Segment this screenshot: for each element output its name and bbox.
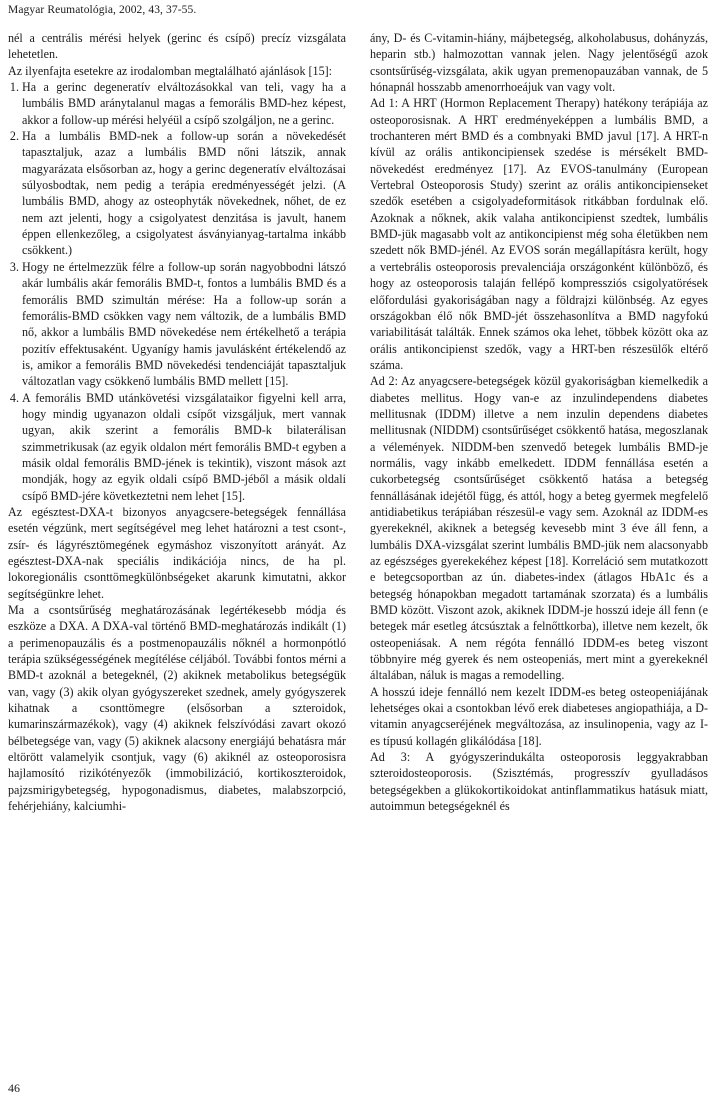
paragraph: Az ilyenfajta esetekre az irodalomban megtalálható ajánlások [15]: (8, 63, 333, 78)
page-number: 46 (8, 1081, 20, 1095)
list-item: 1. Ha a gerinc degeneratív elváltozásokkal van teli, vagy ha a lumbális BMD aránytalanul magas a femorális BMD-hez képest, akkor a follow-up mérési helyéül a csípő szolgáljon, ne a gerinc. (22, 79, 346, 128)
paragraph: A hosszú ideje fennálló nem kezelt IDDM-es beteg osteopeniájának lehetséges okai a csontokban lévő erek diabeteses angiopathiája, a D-vitamin anyagcseréjének megváltozása, az insulinopenia, vagy az I-es típusú kollagén glikálódása [18]. (370, 684, 708, 748)
list-item: 4. A femorális BMD utánkövetési vizsgálataikor figyelni kell arra, hogy mindig ugyanazon oldali csípőt vizsgáljuk, mert vannak ugyan, akik szerint a femorális BMD-k bilaterálisan szimmetrikusak (az egyik oldalon mért femorális BMD-t egyben a másik oldal femorális BMD-jének is tekintik), viszont mások azt mondják, hogy az egyik oldali csípő BMD-jéből a másik oldali csípő BMD-jére következtetni nem lehet [15]. (22, 390, 346, 504)
paragraph: Ad 1: A HRT (Hormon Replacement Therapy) hatékony terápiája az osteoporosisnak. A HRT eredményeképpen a lumbális BMD, a trochanteren mért BMD és a combnyaki BMD javul [17]. A HRT-n kívül az orális antikoncipiensek szedése is mérsékelt BMD-növekedést eredményez [17]. Az EVOS-tanulmány (European Vertebral Osteoporosis Study) szerint az orális antikoncipienseket szedők esetében a csigolyadeformitások ritkábban fordulnak elő. Azoknak a nőknek, akik valaha antikoncipienst szedtek, lumbális BMD-jük magasabb volt az antikoncipienst még soha életükben nem szedett nők BMD-jénél. Az EVOS során megállapításra került, hogy a vertebrális osteoporosis prevalenciája országonként különböző, és hogy az osteoporosis talaján fellépő kompressziós csigolyatörések előfordulási gyakoriságában nagy a földrajzi különbség. Az egyes országokban élő nők BMD-jét összehasonlítva a BMD nagyfokú variabilitását találták. Ennek számos oka lehet, többek között oka az orális antikoncipienst szedők, vagy a HRT-ben részesülők eltérő száma. (370, 96, 708, 372)
paragraph: Az egésztest-DXA-t bizonyos anyagcsere-betegségek fennállása esetén végzünk, mert segítségével meg lehet határozni a test csont-, zsír- és lágyrésztömegének egymáshoz viszonyított arányát. Az egésztest-DXA-nak speciális indikációja nincs, de ha pl. lokoregionális csonttömegkülönbségeket akarunk kimutatni, akkor segítségünkre lehet. (8, 504, 346, 601)
right-column (370, 30, 708, 815)
left-column (8, 30, 346, 815)
paragraph: Ad 3: A gyógyszerindukálta osteoporosis leggyakrabban szteroidosteoporosis. (Szisztémás, progresszív gyulladásos betegségekben a glükokortikoidokat antinflammatikus hatásuk miatt, autoimmun betegségeknél és (370, 750, 708, 814)
paragraph: Ad 2: Az anyagcsere-betegségek közül gyakoriságban kiemelkedik a diabetes mellitus. Hogy van-e az inzulindependens diabetes mellitusnak (IDDM) illetve a nem inzulin dependens diabetes mellitusnak (NIDDM) csontsűrűséget csökkentő hatása, megoszlanak a vélemények. NIDDM-ben szenvedő betegek lumbális BMD-je normális, vagy inkább emelkedett. IDDM fennállása esetén a cukorbetegség csontsűrűséget csökkentő hatása a betegség fennállásának idejétől függ, és attól, hogy a beteg gyermek megfelelő antidiabetikus terápiában részesül-e vagy sem. Azoknál az IDDM-es gyerekeknél, akiknek a betegség kevesebb mint 3 éve áll fenn, a lumbális DXA-vizsgálat szerint lumbális BMD-jük nem alacsonyabb az egészséges gyerekekéhez képest [18]. Korreláció sem mutatkozott e betegcsoportban az ún. diabetes-index (átlagos HbA1c és a betegség hónapokban megadott tartamának szorzata) és a lumbális BMD között. Viszont azok, akiknek IDDM-je hosszú ideje áll fenn (e betegek már esetleg átcsúsztak a felnőttkorba), illetve nem kezelt, ők osteopeniásak. A nem régóta fennálló IDDM-es beteg viszont többnyire még gyerek és nem osteopeniás, mert mint a gyerekeknél általában, náluk is magas a remodelling. (370, 374, 708, 683)
recommendation-list (8, 79, 346, 504)
list-item: 3. Hogy ne értelmezzük félre a follow-up során nagyobbodni látszó akár lumbális akár femorális BMD-t, fontos a lumbális BMD és a femorális BMD szimultán mérése: Ha a follow-up során a femorális-BMD csökken vagy nem változik, de a lumbális BMD nő, akkor a lumbális BMD növekedése nem értékelhető a terápia pozitív effektusaként. Ugyanígy hamis javulásként értékelendő az is, amikor a femorális BMD növekedési tendenciáját tapasztaljuk változatlan vagy csökkenő lumbális BMD mellett [15]. (22, 259, 346, 390)
paragraph: ány, D- és C-vitamin-hiány, májbetegség, alkoholabusus, dohányzás, heparin stb.) halmozottan vannak jelen. Nagy jelentőségű azok csontsűrűség-vizsgálata, akik ugyan premenopauzában vannak, de 5 hónapnál hosszabb amenorrhoeájuk van vagy volt. (370, 31, 708, 95)
list-item: 2. Ha a lumbális BMD-nek a follow-up során a növekedését tapasztaljuk, azaz a lumbális BMD nőni látszik, annak magyarázata elsősorban az, hogy a gerinc degeneratív elváltozásai súlyosbodtak, nem pedig a terápia eredményességét jelzi. (A lumbális BMD, ahogy az osteophyták növekednek, nőhet, de ez nem azt jelenti, hogy a csigolyatest denzitása is javult, hanem éppen ellenkezőleg, a csigolyatest ásványianyag-tartalma inkább csökkent.) (22, 128, 346, 259)
running-header: Magyar Reumatológia, 2002, 43, 37-55. (8, 4, 197, 16)
paragraph: Ma a csontsűrűség meghatározásának legértékesebb módja és eszköze a DXA. A DXA-val történő BMD-meghatározás indikált (1) a perimenopauzális és a postmenopauzális nőknél a hormonpótló terápia szükségességének megítélése céljából. További fontos mérni a BMD-t azoknál a betegeknél, (2) akiknek metabolikus betegségük van, vagy (3) akik olyan gyógyszereket szednek, amely gyógyszerek kihatnak a csonttömegre (elsősorban a szteroidok, kumarinszármazékok), vagy (4) akiknek felszívódási zavart okozó bélbetegsége van, vagy (5) akiknek alacsony energiájú behatásra már eltörött valamelyik csontjuk, vagy (6) akiknél az osteoporosisra hajlamosító rizikótényezők (immobilizáció, kortikoszteroidok, pajzsmirigybetegség, hypogonadismus, diabetes, malabszorpció, fehérjehiány, kalciumhi- (8, 603, 346, 814)
paragraph: nél a centrális mérési helyek (gerinc és csípő) precíz vizsgálata lehetetlen. (8, 31, 346, 62)
